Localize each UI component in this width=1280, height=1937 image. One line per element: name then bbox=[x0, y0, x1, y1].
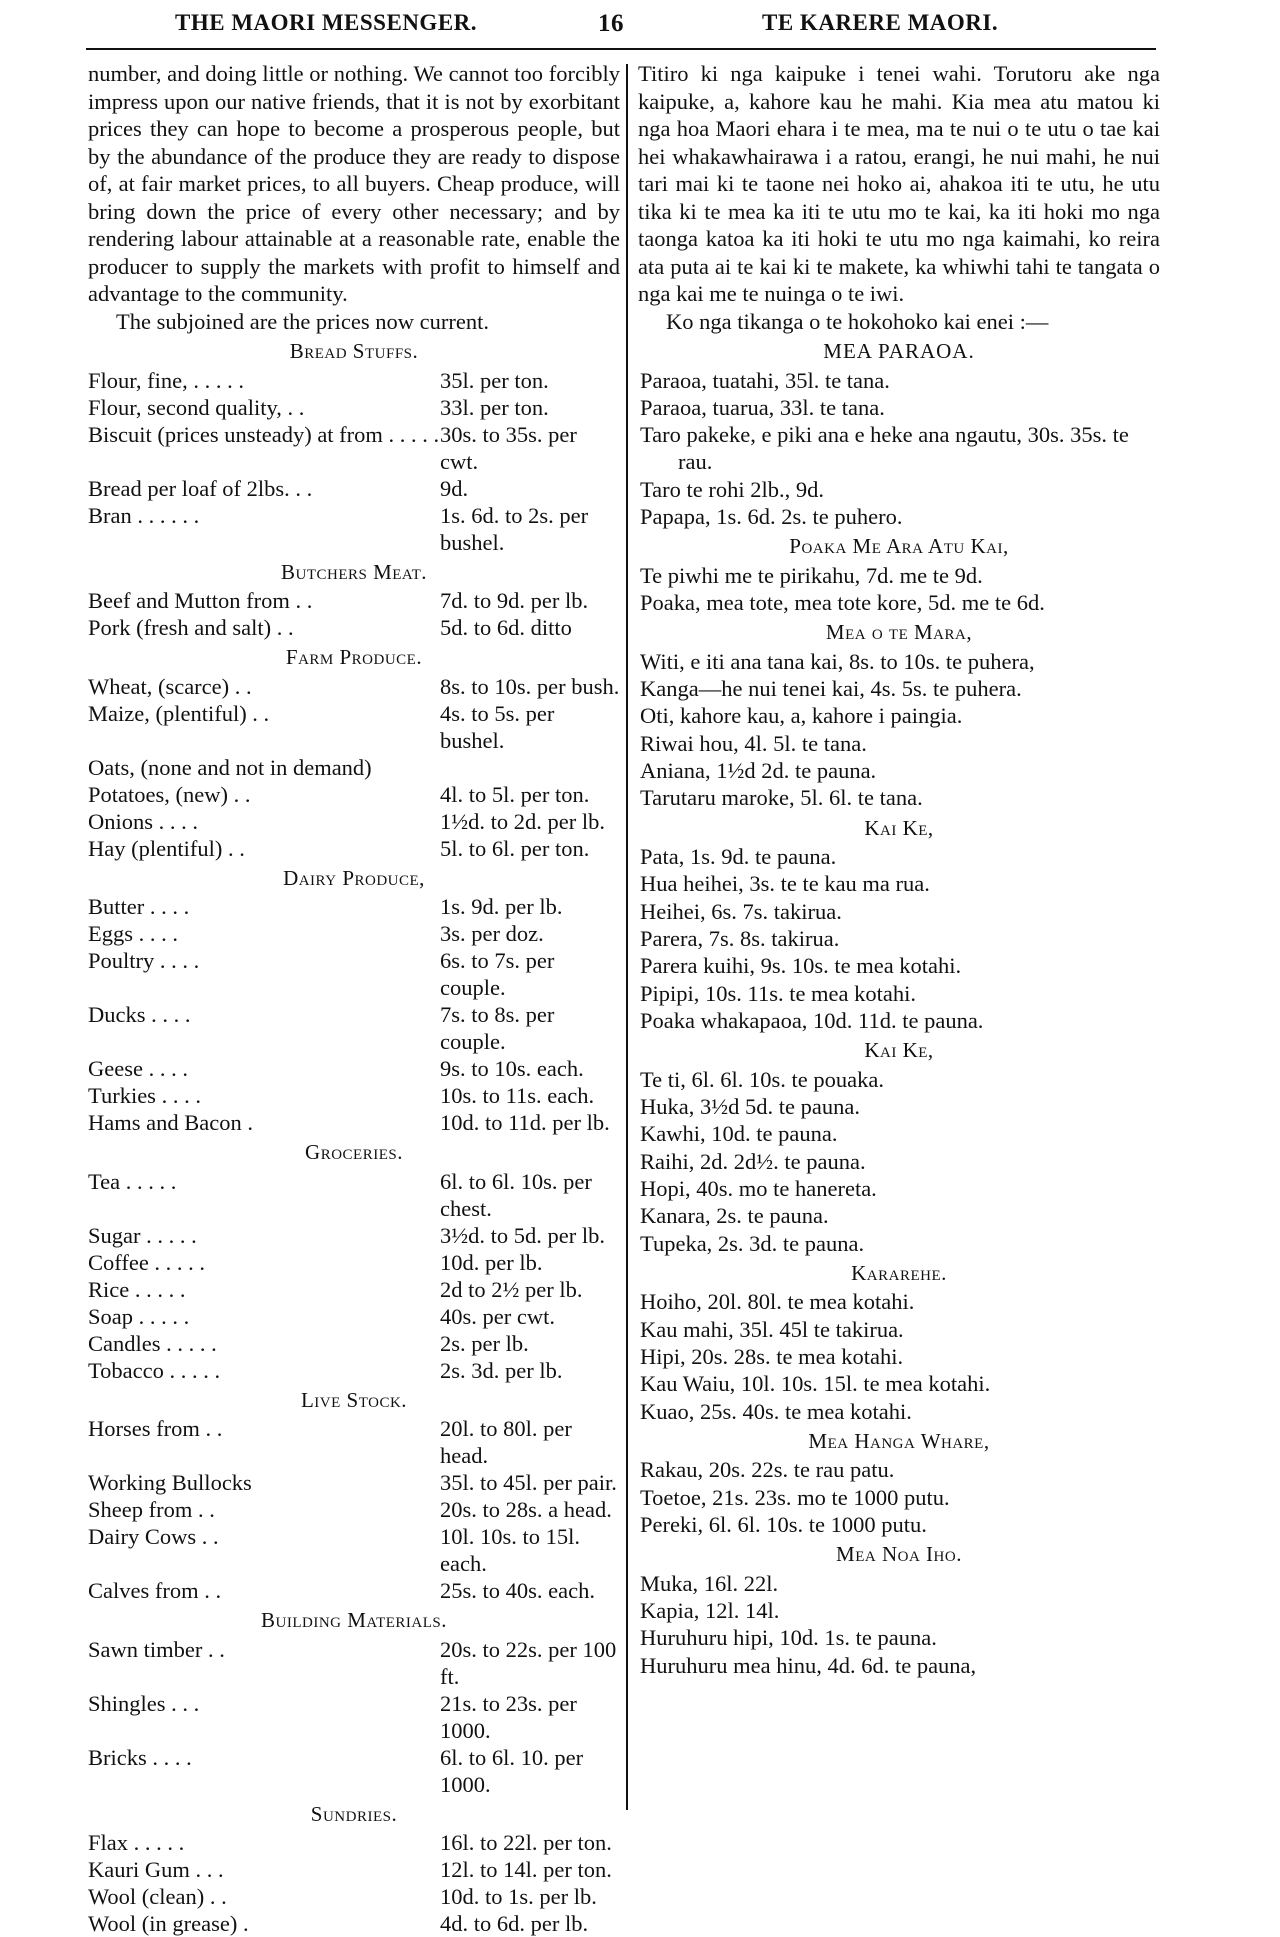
section-heading: Groceries. bbox=[305, 1140, 403, 1164]
price-line: Oti, kahore kau, a, kahore i paingia. bbox=[640, 703, 963, 729]
price-table bbox=[88, 1829, 620, 1937]
price-line: Tupeka, 2s. 3d. te pauna. bbox=[640, 1230, 865, 1256]
price-item: Kauri Gum . . . bbox=[88, 1857, 224, 1882]
price-value: 20s. to 22s. per 100 ft. bbox=[440, 1636, 617, 1689]
price-value: 35l. per ton. bbox=[440, 367, 549, 393]
price-line: Taro te rohi 2lb., 9d. bbox=[640, 476, 825, 502]
price-row bbox=[88, 1469, 620, 1496]
price-value: 9d. bbox=[440, 475, 469, 501]
price-line: Kanara, 2s. te pauna. bbox=[640, 1203, 829, 1229]
price-item: Tea . . . . . bbox=[88, 1168, 177, 1194]
price-item: Coffee . . . . . bbox=[88, 1249, 206, 1275]
price-line: Witi, e iti ana tana kai, 8s. to 10s. te puhera, bbox=[640, 648, 1035, 674]
price-row bbox=[88, 1001, 620, 1055]
maori-subjoined: Ko nga tikanga o te hokohoko kai enei :— bbox=[666, 308, 1049, 334]
price-row bbox=[88, 421, 620, 475]
price-value bbox=[440, 754, 620, 781]
price-value: 10s. to 11s. each. bbox=[440, 1083, 595, 1108]
price-item: Sawn timber . . bbox=[88, 1636, 225, 1662]
price-value: 25s. to 40s. each. bbox=[440, 1578, 595, 1603]
section-heading: Kararehe. bbox=[851, 1260, 947, 1285]
section-heading: Sundries. bbox=[310, 1801, 398, 1826]
price-row bbox=[88, 1249, 620, 1276]
page-header bbox=[0, 0, 1280, 52]
price-value: 40s. per cwt. bbox=[440, 1303, 555, 1329]
price-row bbox=[88, 1829, 620, 1856]
section-heading: Bread Stuffs. bbox=[289, 339, 419, 363]
price-row bbox=[88, 754, 620, 781]
maori-column bbox=[638, 60, 1160, 1679]
price-row bbox=[88, 1222, 620, 1249]
price-line: Taro pakeke, e piki ana e heke ana ngautu, 30s. 35s. te rau. bbox=[640, 422, 1129, 475]
english-intro-paragraph: number, and doing little or nothing. We cannot too forcibly impress upon our native friends, that it is not by exorbitant prices they can hope to become a prosperous people, but by the abundance of the produce they are ready to dispose of, at fair market prices, to all buyers. Cheap produce, will bring down the price of every other necessary; and by rendering labour attainable at a reasonable rate, enable the producer to supply the markets with profit to himself and advantage to the community. bbox=[88, 61, 620, 306]
price-line: Riwai hou, 4l. 5l. te tana. bbox=[640, 730, 867, 756]
price-line: Tarutaru maroke, 5l. 6l. te tana. bbox=[640, 785, 923, 811]
section-heading: Mea o te Mara, bbox=[825, 620, 973, 645]
price-value: 5l. to 6l. per ton. bbox=[440, 835, 590, 861]
section-heading: Live Stock. bbox=[300, 1387, 408, 1412]
price-item: Onions . . . . bbox=[88, 808, 199, 834]
price-line: Kanga—he nui tenei kai, 4s. 5s. te puhera. bbox=[640, 676, 1022, 702]
price-value: 10d. to 1s. per lb. bbox=[440, 1884, 597, 1909]
price-item: Poultry . . . . bbox=[88, 948, 200, 973]
price-value: 2d to 2½ per lb. bbox=[440, 1276, 583, 1302]
price-item: Soap . . . . . bbox=[88, 1303, 190, 1329]
price-value: 7s. to 8s. per couple. bbox=[440, 1002, 555, 1054]
price-item: Geese . . . . bbox=[88, 1056, 188, 1081]
section-heading: Mea Noa Iho. bbox=[836, 1542, 962, 1567]
price-item: Sheep from . . bbox=[88, 1497, 215, 1522]
price-item: Pork (fresh and salt) . . bbox=[88, 615, 294, 640]
price-line: Pereki, 6l. 6l. 10s. te 1000 putu. bbox=[640, 1511, 927, 1537]
price-value: 6s. to 7s. per couple. bbox=[440, 948, 555, 1000]
price-row bbox=[88, 1082, 620, 1109]
price-line: Parera, 7s. 8s. takirua. bbox=[640, 926, 840, 952]
english-price-list bbox=[88, 338, 620, 1937]
price-value: 4l. to 5l. per ton. bbox=[440, 781, 590, 807]
price-line: Toetoe, 21s. 23s. mo te 1000 putu. bbox=[640, 1484, 950, 1510]
section-heading: Butchers Meat. bbox=[280, 559, 428, 584]
price-table bbox=[88, 1168, 620, 1384]
price-item: Oats, (none and not in demand) bbox=[88, 754, 372, 780]
price-item: Calves from . . bbox=[88, 1578, 222, 1603]
price-row bbox=[88, 1690, 620, 1744]
price-line: Pata, 1s. 9d. te pauna. bbox=[640, 844, 837, 870]
price-line: Huruhuru mea hinu, 4d. 6d. te pauna, bbox=[640, 1652, 977, 1678]
price-row bbox=[88, 1357, 620, 1384]
price-line: Paraoa, tuatahi, 35l. te tana. bbox=[640, 367, 890, 393]
price-value: 4d. to 6d. per lb. bbox=[440, 1911, 589, 1936]
price-row bbox=[88, 1496, 620, 1523]
price-table bbox=[88, 367, 620, 556]
section-heading: Dairy Produce, bbox=[283, 865, 425, 890]
price-line: Aniana, 1½d 2d. te pauna. bbox=[640, 758, 877, 784]
price-line: Poaka whakapaoa, 10d. 11d. te pauna. bbox=[640, 1007, 984, 1033]
price-line: Kawhi, 10d. te pauna. bbox=[640, 1121, 838, 1147]
price-item: Tobacco . . . . . bbox=[88, 1357, 221, 1383]
price-line: Muka, 16l. 22l. bbox=[640, 1570, 779, 1596]
price-line: Raihi, 2d. 2d½. te pauna. bbox=[640, 1148, 866, 1174]
price-row bbox=[88, 502, 620, 556]
price-item: Wool (in grease) . bbox=[88, 1911, 249, 1936]
header-rule bbox=[86, 48, 1156, 50]
price-value: 2s. 3d. per lb. bbox=[440, 1357, 563, 1383]
price-line: Rakau, 20s. 22s. te rau patu. bbox=[640, 1457, 895, 1483]
price-value: 21s. to 23s. per 1000. bbox=[440, 1690, 577, 1743]
price-item: Flour, fine, . . . . . bbox=[88, 367, 244, 393]
price-row bbox=[88, 1883, 620, 1910]
price-row bbox=[88, 394, 620, 421]
price-row bbox=[88, 947, 620, 1001]
price-line: Kuao, 25s. 40s. te mea kotahi. bbox=[640, 1398, 912, 1424]
price-item: Turkies . . . . bbox=[88, 1083, 201, 1108]
price-row bbox=[88, 835, 620, 862]
price-item: Wool (clean) . . bbox=[88, 1884, 227, 1909]
price-line: Heihei, 6s. 7s. takirua. bbox=[640, 898, 842, 924]
price-item: Horses from . . bbox=[88, 1416, 223, 1441]
maori-intro bbox=[638, 60, 1160, 335]
price-row bbox=[88, 673, 620, 700]
price-value: 35l. to 45l. per pair. bbox=[440, 1470, 617, 1495]
price-row bbox=[88, 1415, 620, 1469]
price-value: 7d. to 9d. per lb. bbox=[440, 588, 589, 613]
price-row bbox=[88, 1523, 620, 1577]
price-line: Paraoa, tuarua, 33l. te tana. bbox=[640, 394, 885, 420]
price-row bbox=[88, 700, 620, 754]
price-value: 6l. to 6l. 10. per 1000. bbox=[440, 1744, 584, 1797]
price-item: Ducks . . . . bbox=[88, 1002, 191, 1027]
price-value: 33l. per ton. bbox=[440, 394, 549, 420]
price-value: 1s. 9d. per lb. bbox=[440, 894, 563, 919]
price-value: 20s. to 28s. a head. bbox=[440, 1497, 612, 1522]
price-row bbox=[88, 781, 620, 808]
price-table bbox=[88, 893, 620, 1136]
price-table bbox=[88, 587, 620, 641]
price-line: Pipipi, 10s. 11s. te mea kotahi. bbox=[640, 980, 917, 1006]
price-line: Kapia, 12l. 14l. bbox=[640, 1597, 780, 1623]
section-heading: Poaka Me Ara Atu Kai, bbox=[789, 534, 1009, 559]
price-value: 20l. to 80l. per head. bbox=[440, 1416, 572, 1468]
price-row bbox=[88, 1168, 620, 1222]
price-value: 1½d. to 2d. per lb. bbox=[440, 808, 605, 834]
maori-title: TE KARERE MAORI. bbox=[762, 10, 999, 35]
price-value: 10d. to 11d. per lb. bbox=[440, 1110, 610, 1135]
price-table bbox=[88, 1636, 620, 1798]
price-item: Rice . . . . . bbox=[88, 1276, 186, 1302]
price-value: 5d. to 6d. ditto bbox=[440, 615, 572, 640]
english-column bbox=[88, 60, 620, 1937]
price-row bbox=[88, 1276, 620, 1303]
price-table bbox=[88, 1415, 620, 1604]
price-row bbox=[88, 587, 620, 614]
price-row bbox=[88, 1910, 620, 1937]
price-value: 16l. to 22l. per ton. bbox=[440, 1830, 612, 1855]
price-value: 8s. to 10s. per bush. bbox=[440, 673, 620, 699]
price-row bbox=[88, 614, 620, 641]
column-divider bbox=[626, 64, 628, 1810]
price-row bbox=[88, 893, 620, 920]
price-row bbox=[88, 1055, 620, 1082]
price-value: 9s. to 10s. each. bbox=[440, 1056, 584, 1081]
price-value: 12l. to 14l. per ton. bbox=[440, 1857, 612, 1882]
price-value: 4s. to 5s. per bushel. bbox=[440, 700, 555, 753]
price-line: Papapa, 1s. 6d. 2s. te puhero. bbox=[640, 503, 903, 529]
price-row bbox=[88, 1109, 620, 1136]
section-heading: Kai Ke, bbox=[864, 815, 934, 840]
price-item: Potatoes, (new) . . bbox=[88, 781, 251, 807]
price-line: Hua heihei, 3s. te te kau ma rua. bbox=[640, 871, 930, 897]
price-item: Flax . . . . . bbox=[88, 1830, 185, 1855]
price-item: Candles . . . . . bbox=[88, 1330, 217, 1356]
price-value: 3s. per doz. bbox=[440, 921, 544, 946]
price-line: Te piwhi me te pirikahu, 7d. me te 9d. bbox=[640, 562, 983, 588]
price-line: Huka, 3½d 5d. te pauna. bbox=[640, 1094, 860, 1120]
english-intro bbox=[88, 60, 620, 335]
price-item: Eggs . . . . bbox=[88, 921, 178, 946]
section-heading: Farm Produce. bbox=[285, 645, 423, 669]
price-item: Hay (plentiful) . . bbox=[88, 835, 245, 861]
price-item: Flour, second quality, . . bbox=[88, 394, 305, 420]
price-line: Parera kuihi, 9s. 10s. te mea kotahi. bbox=[640, 953, 962, 979]
price-item: Shingles . . . bbox=[88, 1690, 200, 1716]
price-line: Hopi, 40s. mo te hanereta. bbox=[640, 1175, 877, 1201]
price-row bbox=[88, 1636, 620, 1690]
price-item: Dairy Cows . . bbox=[88, 1524, 219, 1549]
price-row bbox=[88, 1330, 620, 1357]
price-value: 1s. 6d. to 2s. per bushel. bbox=[440, 502, 589, 555]
maori-price-list bbox=[638, 338, 1160, 1679]
price-line: Te ti, 6l. 6l. 10s. te pouaka. bbox=[640, 1066, 885, 1092]
english-title: THE MAORI MESSENGER. bbox=[175, 10, 478, 35]
section-heading: Mea Hanga Whare, bbox=[808, 1428, 990, 1453]
maori-intro-paragraph: Titiro ki nga kaipuke i tenei wahi. Torutoru ake nga kaipuke, a, kahore kau he mahi. Kia mea atu matou ki nga hoa Maori ehara i te mea, ma te nui o te utu o tae kai hei whakawhairawa i a ratou, erangi, he nui mahi, he nui tari mai ki te taone nei hoko ai, ahakoa iti te utu, he utu tika ki te mea ka iti te utu mo te kai, ka iti hoki mo nga taonga katoa ka iti hoki te utu mo nga kaimahi, ko reira ata puta ai te kai ki te makete, ka whiwhi tahi te tangata o nga kai me te nuinga o te iwi. bbox=[638, 61, 1160, 306]
price-line: Kau Waiu, 10l. 10s. 15l. te mea kotahi. bbox=[640, 1371, 991, 1397]
price-row bbox=[88, 1744, 620, 1798]
price-value: 6l. to 6l. 10s. per chest. bbox=[440, 1168, 592, 1221]
section-heading: MEA PARAOA. bbox=[823, 339, 975, 363]
price-line: Hoiho, 20l. 80l. te mea kotahi. bbox=[640, 1289, 915, 1315]
price-row bbox=[88, 1856, 620, 1883]
price-row bbox=[88, 920, 620, 947]
page-number: 16 bbox=[598, 10, 624, 37]
price-item: Wheat, (scarce) . . bbox=[88, 673, 252, 699]
price-item: Bran . . . . . . bbox=[88, 502, 200, 528]
price-row bbox=[88, 808, 620, 835]
price-value: 10l. 10s. to 15l. each. bbox=[440, 1524, 581, 1576]
price-value: 3½d. to 5d. per lb. bbox=[440, 1222, 605, 1248]
price-value: 30s. to 35s. per cwt. bbox=[440, 421, 577, 474]
price-item: Maize, (plentiful) . . bbox=[88, 700, 270, 726]
english-subjoined: The subjoined are the prices now current. bbox=[116, 308, 489, 334]
price-line: Huruhuru hipi, 10d. 1s. te pauna. bbox=[640, 1625, 937, 1651]
price-item: Beef and Mutton from . . bbox=[88, 588, 313, 613]
price-row bbox=[88, 367, 620, 394]
price-row bbox=[88, 1303, 620, 1330]
price-line: Kau mahi, 35l. 45l te takirua. bbox=[640, 1316, 904, 1342]
price-row bbox=[88, 1577, 620, 1604]
price-item: Hams and Bacon . bbox=[88, 1110, 253, 1135]
price-item: Sugar . . . . . bbox=[88, 1222, 197, 1248]
price-item: Bricks . . . . bbox=[88, 1744, 192, 1770]
price-value: 10d. per lb. bbox=[440, 1249, 543, 1275]
price-line: Poaka, mea tote, mea tote kore, 5d. me te 6d. bbox=[640, 590, 1045, 616]
price-table bbox=[88, 673, 620, 862]
price-value: 2s. per lb. bbox=[440, 1330, 529, 1356]
price-item: Bread per loaf of 2lbs. . . bbox=[88, 475, 313, 501]
price-item: Working Bullocks bbox=[88, 1470, 252, 1495]
price-item: Butter . . . . bbox=[88, 894, 190, 919]
price-item: Biscuit (prices unsteady) at from . . . . . bbox=[88, 421, 440, 447]
price-line: Hipi, 20s. 28s. te mea kotahi. bbox=[640, 1343, 904, 1369]
section-heading: Kai Ke, bbox=[864, 1038, 934, 1063]
price-row bbox=[88, 475, 620, 502]
section-heading: Building Materials. bbox=[261, 1608, 447, 1632]
